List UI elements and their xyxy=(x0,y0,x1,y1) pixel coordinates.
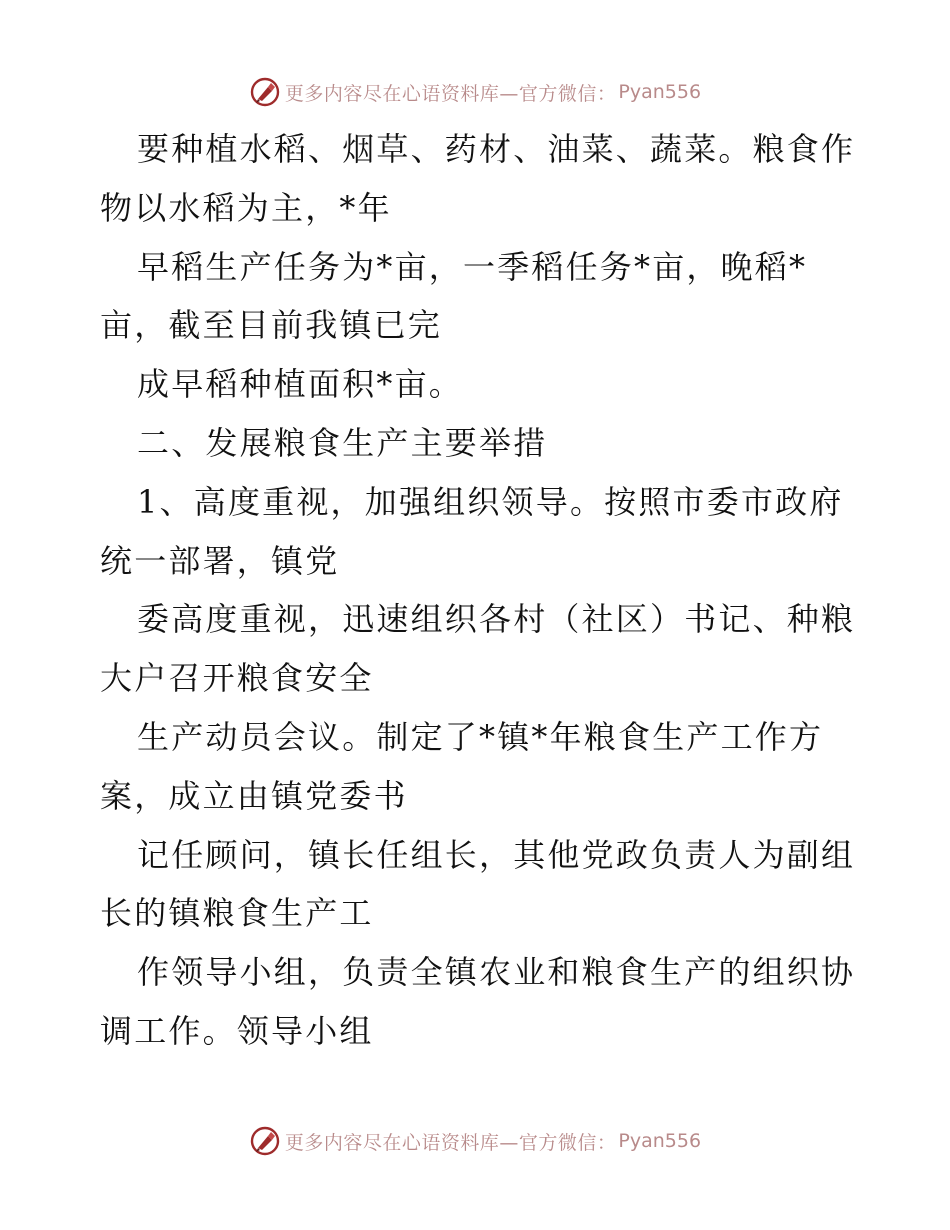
text-line: 统一部署，镇党 xyxy=(100,541,340,580)
text-line: 物以水稻为主，*年 xyxy=(100,188,392,227)
document-body xyxy=(100,120,860,1061)
watermark-wechat-id: Pyan556 xyxy=(618,81,702,103)
text-line: 案，成立由镇党委书 xyxy=(100,776,408,815)
text-line: 大户召开粮食安全 xyxy=(100,659,374,698)
text-line: 调工作。领导小组 xyxy=(100,1011,374,1050)
text-line: 记任顾问，镇长任组长，其他党政负责人为副组 xyxy=(137,835,856,874)
footer-watermark xyxy=(0,1121,950,1161)
section-heading: 二、发展粮食生产主要举措 xyxy=(137,423,548,462)
text-line: 生产动员会议。制定了*镇*年粮食生产工作方 xyxy=(137,717,824,756)
text-line: 委高度重视，迅速组织各村（社区）书记、种粮 xyxy=(137,600,856,639)
text-line: 1、高度重视，加强组织领导。按照市委市政府 xyxy=(137,482,844,521)
text-line: 长的镇粮食生产工 xyxy=(100,894,374,933)
watermark-label: 更多内容尽在心语资料库—官方微信： xyxy=(284,82,617,105)
text-line: 作领导小组，负责全镇农业和粮食生产的组织协 xyxy=(137,953,856,992)
watermark-label: 更多内容尽在心语资料库—官方微信： xyxy=(284,1131,617,1154)
pen-logo-icon xyxy=(249,1125,281,1157)
header-watermark xyxy=(0,72,950,112)
text-line: 成早稻种植面积*亩。 xyxy=(137,365,464,404)
pen-logo-icon xyxy=(249,76,281,108)
watermark-wechat-id: Pyan556 xyxy=(618,1130,702,1152)
text-line: 亩，截至目前我镇已完 xyxy=(100,306,443,345)
text-line: 要种植水稻、烟草、药材、油菜、蔬菜。粮食作 xyxy=(137,130,856,168)
text-line: 早稻生产任务为*亩，一季稻任务*亩，晚稻* xyxy=(137,247,808,286)
